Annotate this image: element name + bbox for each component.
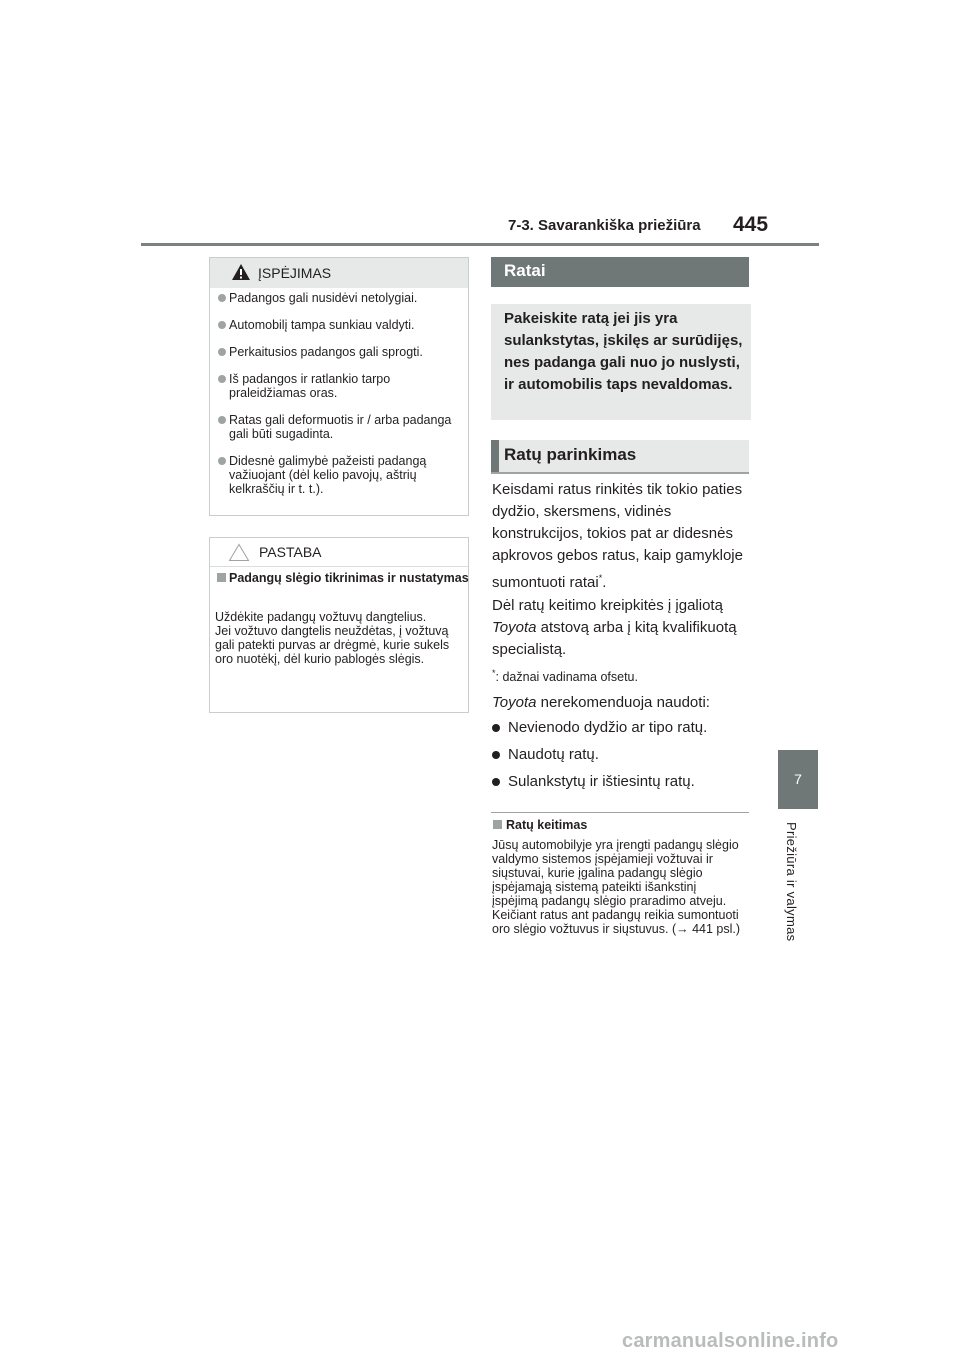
callout-text: Pakeiskite ratą jei jis yra sulankstytas, įskilęs ar surūdijęs, nes padanga gali nuo jo nuslysti, ir automobilis taps nevaldomas. xyxy=(504,310,743,393)
bullet-icon xyxy=(492,778,500,786)
notice-box xyxy=(209,537,469,713)
square-bullet-icon xyxy=(493,820,502,829)
ratai-title: Ratai xyxy=(504,261,546,280)
warning-item: Padangos gali nusidėvi netolygiai. xyxy=(218,291,464,305)
warning-item: Automobilį tampa sunkiau valdyti. xyxy=(218,318,464,332)
paragraph-dealer xyxy=(492,595,754,661)
notice-subheading-text: Padangų slėgio tikrinimas ir nustatymas xyxy=(229,571,469,585)
brand-name: Toyota xyxy=(492,694,537,711)
square-bullet-icon xyxy=(217,573,226,582)
notice-body-line: Uždėkite padangų vožtuvų dangtelius. xyxy=(215,610,427,624)
notice-title: PASTABA xyxy=(259,544,322,560)
section-divider xyxy=(491,812,749,813)
list-item-text: Sulankstytų ir ištiesintų ratų. xyxy=(508,773,695,790)
warning-title: ĮSPĖJIMAS xyxy=(258,265,332,281)
heading-marker xyxy=(491,440,499,472)
paragraph-selection xyxy=(492,479,754,594)
list-item xyxy=(492,771,770,793)
ratai-callout xyxy=(491,304,751,420)
bullet-icon xyxy=(492,724,500,732)
warning-box xyxy=(209,257,469,516)
header-divider xyxy=(141,243,819,246)
bullet-icon xyxy=(492,751,500,759)
footnote xyxy=(492,665,638,685)
section-title: 7-3. Savarankiška priežiūra xyxy=(508,217,701,234)
keitimas-text: Jūsų automobilyje yra įrengti padangų slėgio valdymo sistemos įspėjamieji vožtuvai ir siųstuvai, kurie įgalina padangų slėgio įspėjamąją sistemą pateikti išankstinį įspėjimą padangų slėgio praradimo atveju. Keičiant ratus ant padangų reikia sumontuoti oro slėgio vožtuvus ir siųstuvus. ( xyxy=(492,838,739,936)
paragraph-text: nerekomenduoja naudoti: xyxy=(536,694,710,711)
keitimas-heading xyxy=(492,818,587,832)
warning-triangle-icon xyxy=(231,263,251,281)
keitimas-body xyxy=(492,838,742,936)
warning-item: Didesnė galimybė pažeisti padangą važiuojant (dėl kelio pavojų, aštrių kelkraščių ir t. t.). xyxy=(218,454,464,496)
ratai-heading xyxy=(491,257,749,287)
parinkimas-heading xyxy=(491,440,749,474)
warning-list xyxy=(218,291,464,496)
page-reference[interactable]: 441 psl.) xyxy=(688,922,741,936)
warning-header xyxy=(210,258,468,288)
notice-header xyxy=(210,538,468,567)
parinkimas-title: Ratų parinkimas xyxy=(504,445,637,464)
footnote-text: : dažnai vadinama ofsetu. xyxy=(495,670,638,685)
list-item-text: Nevienodo dydžio ar tipo ratų. xyxy=(508,719,708,736)
chapter-label-text: Priežiūra ir valymas xyxy=(784,822,799,942)
notice-triangle-icon xyxy=(228,543,250,562)
list-item-text: Naudotų ratų. xyxy=(508,746,599,763)
watermark: carmanualsonline.info xyxy=(622,1330,839,1352)
paragraph-text: Dėl ratų keitimo kreipkitės į įgaliotą xyxy=(492,597,723,614)
notice-body-line: Jei vožtuvo dangtelis neuždėtas, į vožtuvą gali patekti purvas ar drėgmė, kurie sukels oro nuotėkį, dėl kurio pablogės slėgis. xyxy=(215,624,450,666)
brand-name: Toyota xyxy=(492,619,537,636)
chapter-tab[interactable]: 7 xyxy=(778,750,818,809)
page-number: 445 xyxy=(733,213,769,236)
paragraph-end: . xyxy=(602,574,607,591)
paragraph-text: atstovą arba į kitą kvalifikuotą specialistą. xyxy=(492,619,737,658)
paragraph-text: Keisdami ratus rinkitės tik tokio paties dydžio, skersmens, vidinės konstrukcijos, tokios pat ar didesnės apkrovos gebos ratus, kaip gamykloje sumontuoti ratai xyxy=(492,481,743,591)
warning-item: Iš padangos ir ratlankio tarpo praleidžiamas oras. xyxy=(218,372,464,400)
arrow-icon: → xyxy=(676,922,689,936)
footnote-ref: * xyxy=(598,573,603,583)
keitimas-title: Ratų keitimas xyxy=(506,818,588,832)
paragraph-not-recommended xyxy=(492,692,710,714)
notice-body xyxy=(215,610,461,666)
list-item xyxy=(492,717,770,739)
footnote-mark: * xyxy=(492,668,496,678)
notice-subheading xyxy=(215,571,475,585)
list-item xyxy=(492,744,770,766)
warning-item: Ratas gali deformuotis ir / arba padanga gali būti sugadinta. xyxy=(218,413,464,441)
chapter-label xyxy=(784,822,806,962)
warning-item: Perkaitusios padangos gali sprogti. xyxy=(218,345,464,359)
